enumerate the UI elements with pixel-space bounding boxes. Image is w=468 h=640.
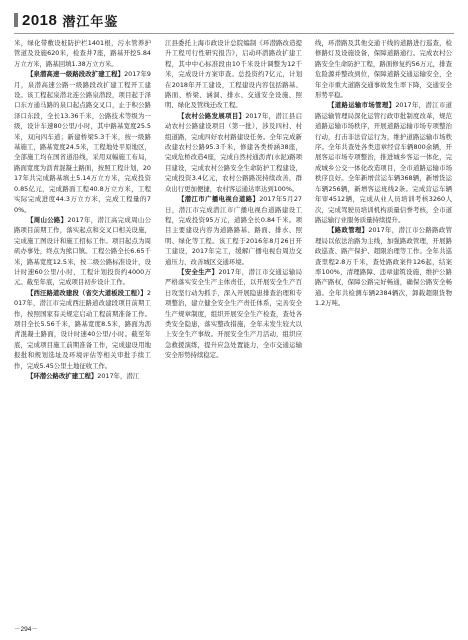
paragraph-text: 线，环潜路及其他交通干线的道路进行巡查，检修路灯及设施设备，保障道路通行。完成农村公路安全生命防护工程，路面修复约56万元，排查危险源并整改到位，保障道路交通运输安全，全年全市重大道路交通事故发生率下降，交通安全形势平稳。 bbox=[315, 39, 452, 100]
paragraph-text: 2017年，潜江市完成西汪路道改建段项目前期工作，按照国家有关规定启动工程前期准备工作。项目全长5.56千米，路基宽度8.5米，路面为沥青混凝土路面，设计时速40公里/小时。截至年底，完成项目施工前期准备工作，完成建设用地报批和规划选址及环境评估等相关审批手续工作，完成5.45公里土地征收工作。 bbox=[14, 288, 151, 370]
header-title: 潜江年鉴 bbox=[62, 14, 119, 30]
section-heading: 【环潜公路改扩建工程】 bbox=[27, 372, 98, 380]
section-heading: 【周山公路】 bbox=[27, 215, 68, 224]
paragraph bbox=[14, 288, 151, 371]
section-heading: 【西汪路道改建段（省交大道板段工程）】 bbox=[27, 288, 147, 297]
paragraph bbox=[14, 371, 151, 381]
header-accent-bar bbox=[14, 13, 18, 27]
text-column-2 bbox=[165, 38, 302, 361]
paragraph-text: 2017年，潜江高完成周山公路项目前期工作，落实起点和交叉口相关设施，完成施工图设计和施工招标工作。项目起点为周矶办事处，终点为熊口镇。工程公路全长6.65千米，路基宽度12.5米，按二级公路标准设计，设计时速60公里/小时，工程计划投资约4000万元。截至年底，完成项目初步设计工作。 bbox=[14, 215, 152, 287]
paragraph bbox=[14, 69, 151, 215]
paragraph bbox=[315, 100, 452, 225]
paragraph bbox=[165, 194, 302, 267]
section-heading: 【农村公路发展项目】 bbox=[178, 111, 246, 120]
paragraph bbox=[315, 225, 452, 308]
text-column-3 bbox=[315, 38, 452, 309]
paragraph-text: 2017年，潜江市公路路政管理局以依法治路为主线，加强路政管理，开展路政巡查、路产保护、超限治理等工作。全年共巡查里程2.8万千米，查处路政案件126起，结案率100%，清理路障、违章建筑设施，维护公路路产路权，保障公路完好畅通，确保公路安全畅通。全年共检测车辆2384辆次，卸载超限货物1.2万吨。 bbox=[315, 226, 453, 308]
paragraph-text: 2017年，潜江市交通运输局严格落实安全生产主体责任，以开展安全生产百日攻坚行动为抓手，深入开展隐患排查治理和专项整治，建立健全安全生产责任体系，完善安全生产规章制度，组织开展安全生产检查，查处各类安全隐患，落实整改措施，全年未发生较大以上安全生产事故。开展安全生产月活动，组织应急救援演练，提升应急处置能力，全市交通运输安全形势持续稳定。 bbox=[165, 267, 303, 360]
text-column-1 bbox=[14, 38, 151, 381]
paragraph-text: 2017年，潜江 bbox=[97, 372, 140, 380]
page-header bbox=[14, 8, 118, 32]
paragraph-text: 米，绿化带敷设桩防护栏1401根，污水管养护管道及设施620米，检查井7座，路基开挖5.84万立方米，路基回填1.38万立方米。 bbox=[14, 39, 151, 68]
paragraph bbox=[165, 111, 302, 194]
paragraph bbox=[14, 215, 151, 288]
paragraph bbox=[14, 38, 151, 69]
header-rule bbox=[14, 33, 454, 34]
paragraph bbox=[165, 38, 302, 111]
paragraph-text: 2017年5月27日，潜江市完成潜江市广播电视台道路建设工程，完成投资95万元，道路全长0.84千米。项目主要建设内容为道路路基、路面、排水、照明、绿化等工程。该工程于2016年8月26日开工建设，2017年完工，缓解广播电视台周边交通压力，改善城区交通环境。 bbox=[165, 195, 302, 266]
section-heading: 【安全生产】 bbox=[178, 267, 219, 276]
page-number: －294－ bbox=[14, 626, 38, 633]
paragraph bbox=[315, 38, 452, 100]
section-heading: 【泉潜高速一级路段改扩建工程】 bbox=[27, 70, 125, 79]
paragraph-text: 2017年，潜江市道路运输管理局深化运管行政审批制度改革，规范道路运输市场秩序，开展道路运输市场专项整治行动，打击非法营运行为，维护道路运输市场秩序。全年共查处各类违章经营车辆800余辆，开展客运市场专项整治，推进城乡客运一体化，完成城乡公交一体化改造项目，全市道路运输市场秩序良好。全年新增营运车辆368辆，新增货运车辆256辆，新增客运班线2条。完成营运车辆年审4512辆，完成从业人员培训考核3260人次，完成驾驶员培训机构质量信誉考核，全市道路运输行业服务质量持续提升。 bbox=[315, 101, 453, 224]
paragraph-text: 2017年9月，泉潜高速公路一级路段改扩建工程开工建设。该工程起泉潜北连公路泉潜段，项目起于泽口东方通马路的泉口起点路交叉口，止于积公路泽口东段，全长13.36千米，公路技术等级为一级，设计车速80公里/小时，其中路基宽度25.5米，双向四车道；新建桥梁5.3千米，按一级路基施工，路基宽度24.5米，工程地处平原地区，全部施工均在国省道沿线，采用双幅施工布局，路面宽度为沥青混凝土路面，按照工程计划，2017年共完成路基填土5.14万立方米，完成投资0.85亿元，完成路面工程40.8万立方米，工程实际完成进度44.3万立方米，完成工程量的70%。 bbox=[14, 70, 151, 214]
section-heading: 【道路运输市场管理】 bbox=[328, 101, 396, 110]
paragraph-text: 2017年，潜江县启动农村公路建设项目（第一批），涉及四村、村组道路，完成四好农村路建设任务。全年完成新改建农村公路95.3千米，修建各类桥涵38座，完成危桥改造4座，完成自然村通沥青(水泥)路项目建设，完成农村公路安全生命防护工程建设，完成投资3.4亿元，农村公路路况持续改善，群众出行更加便捷，农村客运通达率达到100%。 bbox=[165, 111, 303, 193]
section-heading: 【潜江市广播电视台道路】 bbox=[178, 195, 260, 204]
header-year: 2018 bbox=[22, 11, 58, 29]
paragraph-text: 江县委托上海市政设计总院编制《环潜路改造提升工程可行性研究报告》，启动环潜路改扩建工程，其中中心标准段由10千米设计调整为12千米，完成设计方案审查。总投资约7亿元，计划在2018年开工建设，工程建设内容包括路基、路面、桥梁、涵洞、排水、交通安全设施、照明、绿化及管线迁改工程。 bbox=[165, 39, 302, 110]
paragraph bbox=[165, 267, 302, 361]
section-heading: 【路政管理】 bbox=[328, 226, 369, 235]
